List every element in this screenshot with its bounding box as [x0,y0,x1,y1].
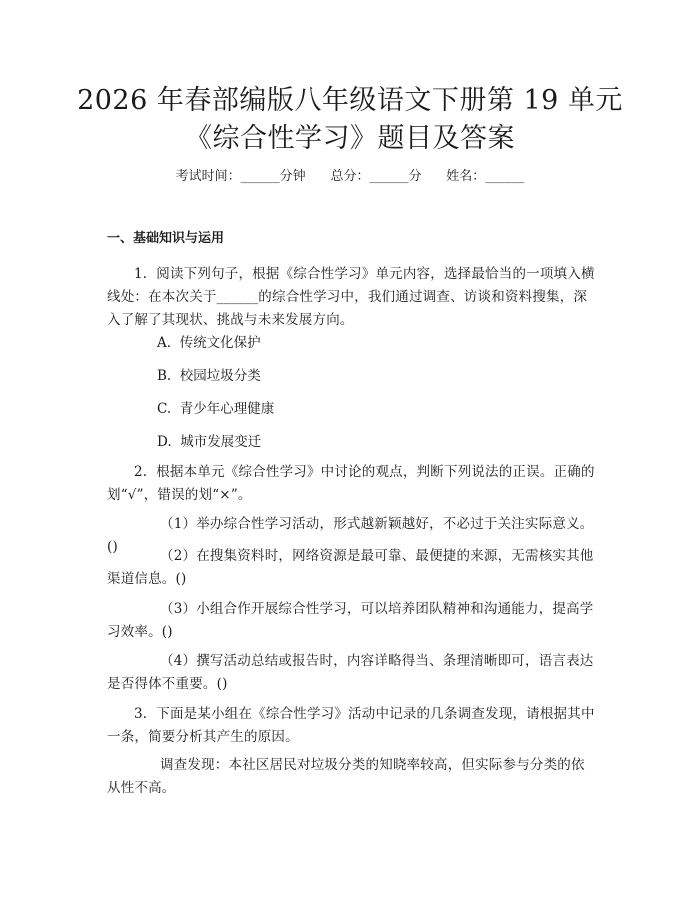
q1-option-d: D. 城市发展变迁 [157,434,262,450]
page-title-line2: 《综合性学习》题目及答案 [185,123,515,154]
student-name: 姓名：______ [446,169,525,184]
q1-option-b: B. 校园垃圾分类 [157,368,261,384]
q2-item-4: （4）撰写活动总结或报告时，内容详略得当、条理清晰即可，语言表达是否得体不重要。() [107,653,594,692]
q1-option-c: C. 青少年心理健康 [157,401,275,417]
q2-item-3: （3）小组合作开展综合性学习，可以培养团队精神和沟通能力，提高学习效率。() [107,601,594,640]
q2-item-2: （2）在搜集资料时，网络资源是最可靠、最便捷的来源，无需核实其他渠道信息。() [107,548,594,587]
question-3-stem: 3. 下面是某小组在《综合性学习》活动中记录的几条调查发现，请根据其中一条，简要分析其产生的原因。 [107,706,595,745]
total-score: 总分：______分 [330,169,422,184]
exam-time: 考试时间：______分钟 [175,169,306,184]
page-title-line1: 2026 年春部编版八年级语文下册第 19 单元 [77,85,623,116]
q3-survey-finding: 调查发现：本社区居民对垃圾分类的知晓率较高，但实际参与分类的依从性不高。 [107,757,585,796]
question-2-stem: 2. 根据本单元《综合性学习》中讨论的观点，判断下列说法的正误。正确的划“√”，错误的划“×”。 [107,464,595,503]
section-heading: 一、基础知识与运用 [107,231,225,246]
q2-item-1: （1）举办综合性学习活动，形式越新颖越好，不必过于关注实际意义。() [107,516,594,555]
q1-option-a: A. 传统文化保护 [157,335,261,351]
exam-info [0,167,700,187]
question-1-stem: 1. 阅读下列句子，根据《综合性学习》单元内容，选择最恰当的一项填入横线处：在本次关于______的综合性学习中，我们通过调查、访谈和资料搜集，深入了解了其现状、挑战与未来发展方向。 [107,266,595,328]
